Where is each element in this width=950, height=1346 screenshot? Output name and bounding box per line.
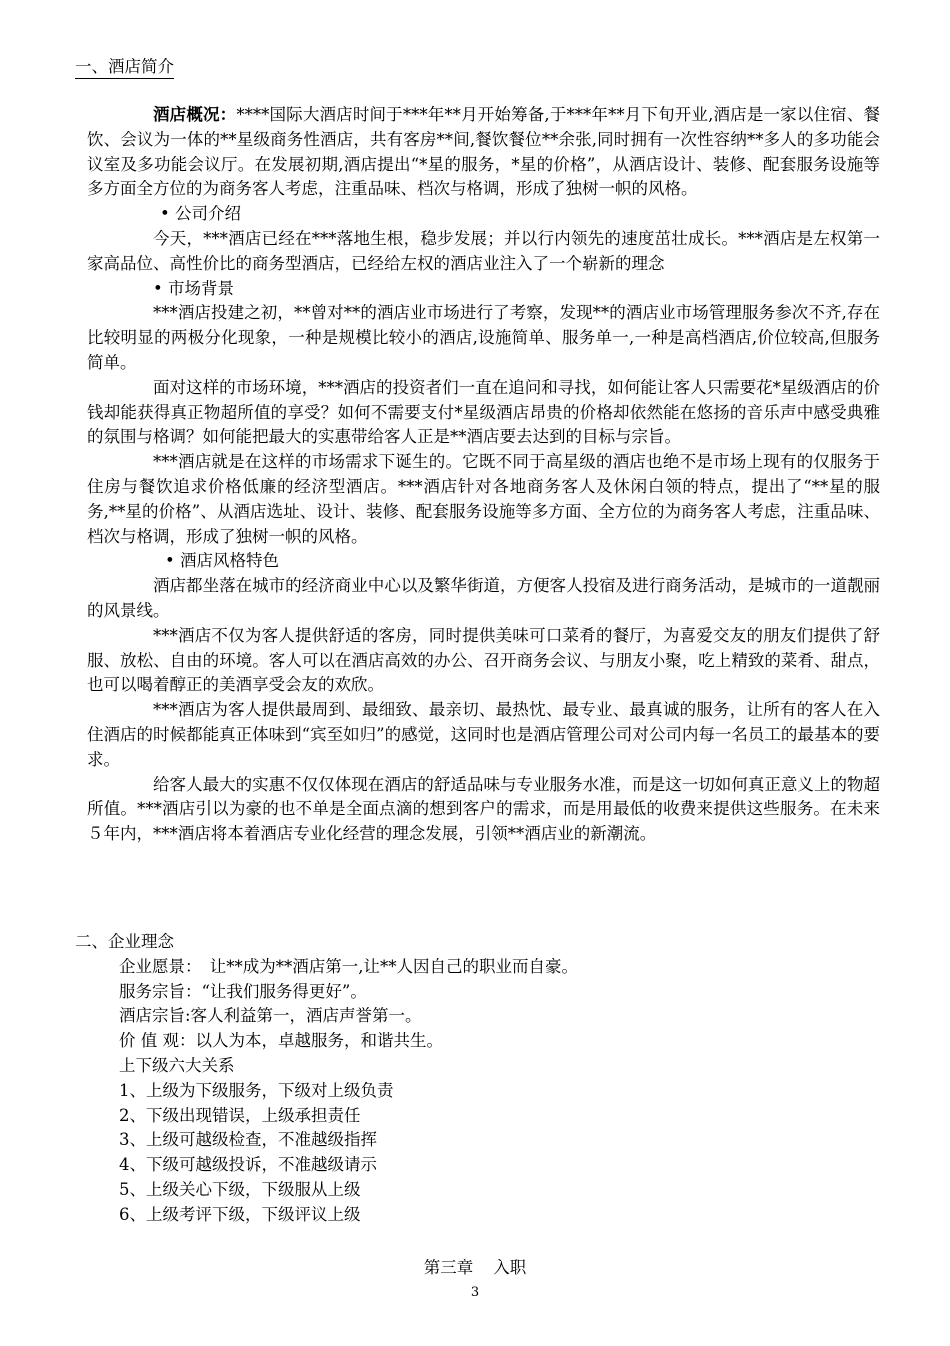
list-item: 6、上级考评下级，下级评议上级 bbox=[119, 1204, 361, 1224]
paragraph-hotel-style-4: 给客人最大的实惠不仅仅体现在酒店的舒适品味与专业服务水准，而是这一切如何真正意义上的物超所值。***酒店引以为豪的也不单是全面点滴的想到客户的需求，而是用最低的收费来提供这些服务。在未来５年内，***酒店将本着酒店专业化经营的理念发展，引领**酒店业的新潮流。 bbox=[87, 774, 880, 844]
list-item: 上下级六大关系 bbox=[119, 1055, 235, 1075]
hotel-intro-body bbox=[87, 103, 880, 847]
paragraph-hotel-style-1: 酒店都坐落在城市的经济商业中心以及繁华街道，方便客人投宿及进行商务活动，是城市的一道靓丽的风景线。 bbox=[87, 576, 880, 620]
list-item: 4、下级可越级投诉，不准越级请示 bbox=[119, 1155, 377, 1175]
list-item: 1、上级为下级服务，下级对上级负责 bbox=[119, 1080, 394, 1100]
paragraph-hotel-style-2: ***酒店不仅为客人提供舒适的客房，同时提供美味可口菜肴的餐厅，为喜爱交友的朋友们提供了舒服、放松、自由的环境。客人可以在酒店高效的办公、召开商务会议、与朋友小聚，吃上精致的菜肴、甜点，也可以喝着醇正的美酒享受会友的欢欣。 bbox=[87, 625, 880, 695]
bullet-company-intro: • 公司介绍 bbox=[160, 204, 241, 224]
philosophy-list bbox=[75, 955, 875, 1228]
bullet-hotel-style: • 酒店风格特色 bbox=[165, 551, 279, 571]
chapter-prefix: 第三章 bbox=[423, 1258, 474, 1277]
list-item: 5、上级关心下级，下级服从上级 bbox=[119, 1179, 361, 1199]
chapter-title bbox=[0, 1256, 950, 1281]
section-heading-hotel-intro: 一、酒店简介 bbox=[75, 56, 174, 79]
overview-label: 酒店概况： bbox=[153, 105, 237, 124]
paragraph-market-background-3: ***酒店就是在这样的市场需求下诞生的。它既不同于高星级的酒店也绝不是市场上现有的仅服务于住房与餐饮追求价格低廉的经济型酒店。***酒店针对各地商务客人及休闲白领的特点，提出了“**星的服务,**星的价格”、从酒店选址、设计、装修、配套服务设施等多方面、全方位的为商务客人考虑，注重品味、档次与格调，形成了独树一帜的风格。 bbox=[87, 452, 880, 546]
paragraph-hotel-style-3: ***酒店为客人提供最周到、最细致、最亲切、最热忱、最专业、最真诚的服务，让所有的客人在入住酒店的时候都能真正体味到“宾至如归”的感觉，这同时也是酒店管理公司对公司内每一名员工的最基本的要求。 bbox=[87, 700, 880, 769]
corporate-philosophy-section bbox=[75, 930, 875, 1228]
page-number: 3 bbox=[470, 1285, 480, 1300]
paragraph-market-background-2: 面对这样的市场环境，***酒店的投资者们一直在追问和寻找，如何能让客人只需要花*星级酒店的价钱却能获得真正物超所值的享受？如何不需要支付*星级酒店昂贵的价格却依然能在悠扬的音乐声中感受典雅的氛围与格调？如何能把最大的实惠带给客人正是**酒店要去达到的目标与宗旨。 bbox=[87, 377, 880, 447]
overview-text: ****国际大酒店时间于***年**月开始筹备,于***年**月下旬开业,酒店是一家以住宿、餐饮、会议为一体的**星级商务性酒店，共有客房**间,餐饮餐位**余张,同时拥有一次性容纳**多人的多功能会议室及多功能会议厅。在发展初期,酒店提出“*星的服务，*星的价格”，从酒店设计、装修、配套服务设施等多方面全方位的为商务客人考虑，注重品味、档次与格调，形成了独树一帜的风格。 bbox=[87, 105, 881, 199]
list-item: 服务宗旨：“让我们服务得更好”。 bbox=[119, 981, 367, 1001]
list-item: 企业愿景： 让**成为**酒店第一,让**人因自己的职业而自豪。 bbox=[119, 956, 578, 976]
list-item: 价 值 观：以人为本，卓越服务，和谐共生。 bbox=[119, 1031, 443, 1051]
paragraph-market-background-1: ***酒店投建之初，**曾对**的酒店业市场进行了考察，发现**的酒店业市场管理服务参次不齐,存在比较明显的两极分化现象，一种是规模比较小的酒店,设施简单、服务单一,一种是高档酒店,价位较高,但服务简单。 bbox=[87, 303, 880, 372]
paragraph-company-intro: 今天，***酒店已经在***落地生根，稳步发展；并以行内领先的速度茁壮成长。***酒店是左权第一家高品位、高性价比的商务型酒店，已经给左权的酒店业注入了一个崭新的理念 bbox=[87, 228, 880, 273]
chapter-name: 入职 bbox=[493, 1258, 527, 1277]
list-item: 2、下级出现错误，上级承担责任 bbox=[119, 1105, 361, 1125]
bullet-market-background: • 市场背景 bbox=[153, 278, 234, 298]
overview-paragraph bbox=[87, 103, 880, 202]
list-item: 3、上级可越级检查，不准越级指挥 bbox=[119, 1130, 377, 1150]
section-heading-corporate-philosophy: 二、企业理念 bbox=[75, 932, 174, 951]
list-item: 酒店宗旨:客人利益第一，酒店声誉第一。 bbox=[119, 1006, 422, 1026]
